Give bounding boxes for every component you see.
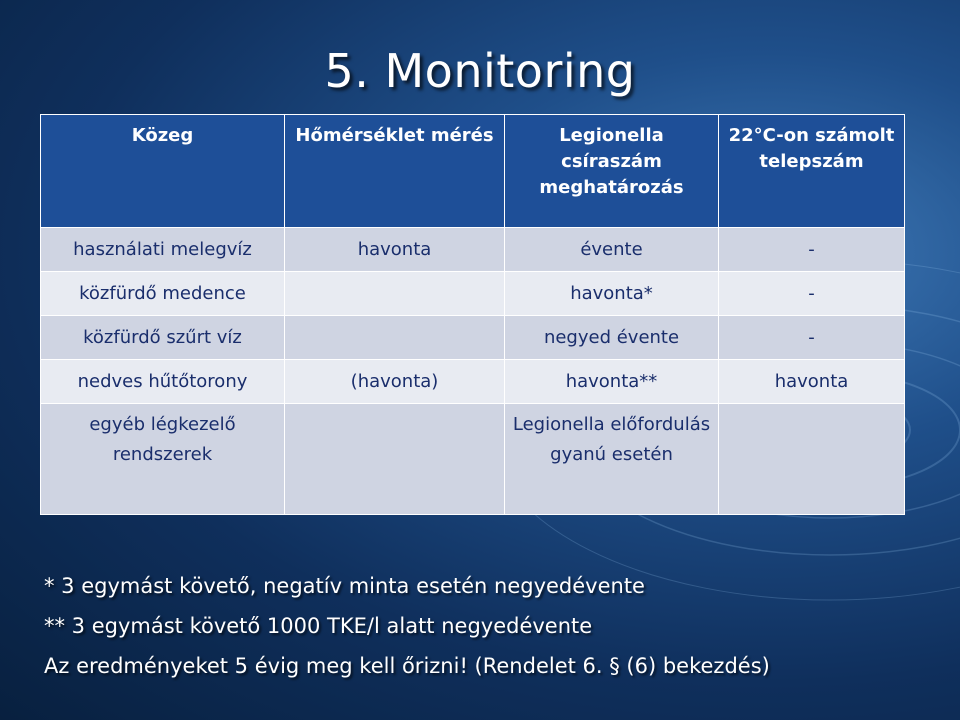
header-kozeg: Közeg: [41, 115, 285, 228]
table-cell: [285, 404, 505, 515]
table-cell: havonta: [719, 360, 905, 404]
slide-title: 5. Monitoring: [324, 44, 636, 98]
table-row: [41, 272, 905, 316]
table-header-row: [41, 115, 905, 228]
table-cell: évente: [505, 228, 719, 272]
table-cell: Legionella előfordulás gyanú esetén: [505, 404, 719, 515]
footnotes: [44, 566, 924, 686]
table-cell: közfürdő szűrt víz: [41, 316, 285, 360]
header-legionella: Legionella csíraszám meghatározás: [505, 115, 719, 228]
table-cell: havonta*: [505, 272, 719, 316]
table-row: [41, 404, 905, 515]
table-cell: (havonta): [285, 360, 505, 404]
header-telepszam: 22°C-on számolt telepszám: [719, 115, 905, 228]
table-row: [41, 360, 905, 404]
table-cell: -: [719, 316, 905, 360]
retention-note: Az eredményeket 5 évig meg kell őrizni! (Rendelet 6. § (6) bekezdés): [44, 654, 770, 678]
table-cell: használati melegvíz: [41, 228, 285, 272]
table-row: [41, 228, 905, 272]
table-cell: közfürdő medence: [41, 272, 285, 316]
table-cell: negyed évente: [505, 316, 719, 360]
table-cell: havonta**: [505, 360, 719, 404]
monitoring-table: [40, 114, 905, 515]
header-homerseklet: Hőmérséklet mérés: [285, 115, 505, 228]
table-cell: -: [719, 228, 905, 272]
table-cell: havonta: [285, 228, 505, 272]
table-row: [41, 316, 905, 360]
footnote-single-star: * 3 egymást követő, negatív minta esetén negyedévente: [44, 574, 645, 598]
table-cell: egyéb légkezelő rendszerek: [41, 404, 285, 515]
table-cell: [719, 404, 905, 515]
table-cell: [285, 316, 505, 360]
table-cell: -: [719, 272, 905, 316]
table-cell: nedves hűtőtorony: [41, 360, 285, 404]
table-cell: [285, 272, 505, 316]
footnote-double-star: ** 3 egymást követő 1000 TKE/l alatt negyedévente: [44, 614, 593, 638]
